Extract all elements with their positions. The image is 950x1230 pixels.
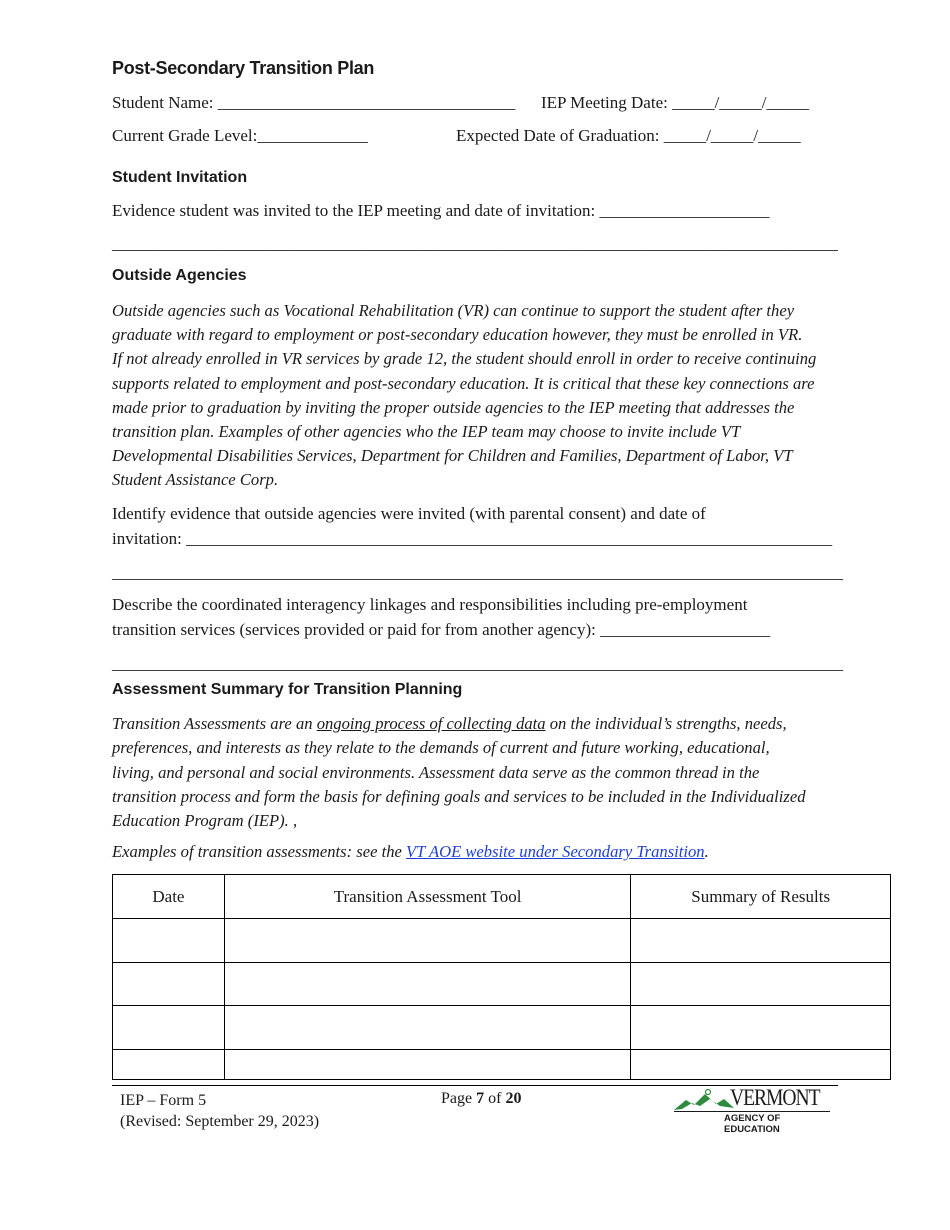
table-row: [113, 1006, 891, 1050]
summary-cell[interactable]: [631, 1050, 891, 1080]
footer-form-info: [120, 1090, 319, 1132]
agency-evidence-field[interactable]: [112, 502, 832, 551]
paragraph-line: preferences, and interests as they relate to the demands of current and future working, educational,: [112, 738, 770, 758]
interagency-linkages-field[interactable]: [112, 593, 770, 642]
summary-cell[interactable]: [631, 919, 891, 963]
agency-evidence-line[interactable]: invitation: ____________________________________________________________________________: [112, 528, 833, 548]
text-run: on the individual’s strengths, needs,: [545, 714, 787, 733]
agency-evidence-line: Identify evidence that outside agencies were invited (with parental consent) and date of: [112, 504, 706, 523]
column-header-assessment-tool: Transition Assessment Tool: [224, 875, 630, 919]
assessment-tool-cell[interactable]: [224, 919, 630, 963]
paragraph-line: graduate with regard to employment or post-secondary education however, they must be enrolled in VR.: [112, 325, 803, 345]
summary-cell[interactable]: [631, 1006, 891, 1050]
paragraph-line: transition plan. Examples of other agencies who the IEP team may choose to invite include VT: [112, 422, 741, 442]
column-header-date: Date: [113, 875, 225, 919]
assessment-tool-cell[interactable]: [224, 963, 630, 1006]
underlined-phrase: ongoing process of collecting data: [316, 714, 546, 733]
student-invitation-prompt[interactable]: Evidence student was invited to the IEP meeting and date of invitation: ____________________: [112, 201, 770, 220]
transition-assessment-table: [112, 874, 891, 1080]
linkages-line: Describe the coordinated interagency linkages and responsibilities including pre-employment: [112, 595, 748, 614]
student-name-field[interactable]: Student Name: ___________________________________: [112, 93, 516, 112]
date-cell[interactable]: [113, 919, 225, 963]
vt-aoe-website-link[interactable]: VT AOE website under Secondary Transition: [406, 842, 705, 861]
paragraph-line: If not already enrolled in VR services by grade 12, the student should enroll in order to receive continuing: [112, 349, 817, 369]
logo-agency-text: AGENCY OF EDUCATION: [724, 1113, 781, 1135]
table-header-row: [113, 875, 891, 919]
outside-agencies-paragraph: [112, 299, 816, 493]
summary-cell[interactable]: [631, 963, 891, 1006]
graduation-date-field[interactable]: Expected Date of Graduation: _____/_____/_____: [456, 126, 801, 145]
paragraph-line: [112, 712, 806, 736]
date-cell[interactable]: [113, 963, 225, 1006]
page-number: [441, 1090, 521, 1108]
revised-date: (Revised: September 29, 2023): [120, 1113, 320, 1130]
table-row: [113, 1050, 891, 1080]
text-run: Transition Assessments are an: [112, 714, 317, 733]
paragraph-line: supports related to employment and post-secondary education. It is critical that these key connections are: [112, 373, 815, 393]
assessment-summary-heading: Assessment Summary for Transition Planning: [112, 681, 463, 698]
examples-line: [112, 842, 709, 862]
linkages-line[interactable]: transition services (services provided or paid for from another agency): ____________________: [112, 619, 771, 639]
grade-level-field[interactable]: Current Grade Level:_____________: [112, 126, 368, 145]
paragraph-line: Student Assistance Corp.: [112, 470, 279, 490]
linkages-blank-line[interactable]: ______________________________________________________________________________________: [112, 654, 843, 673]
student-invitation-blank-line[interactable]: ______________________________________________________________________________________: [112, 234, 838, 253]
student-invitation-heading: Student Invitation: [112, 169, 248, 186]
paragraph-line: made prior to graduation by inviting the proper outside agencies to the IEP meeting that addresses the: [112, 397, 795, 417]
text-run: Examples of transition assessments: see the: [112, 842, 407, 861]
paragraph-line: Developmental Disabilities Services, Department for Children and Families, Department of Labor, VT: [112, 446, 793, 466]
paragraph-line: transition process and form the basis for defining goals and services to be included in the Individualized: [112, 786, 806, 806]
assessment-paragraph: [112, 712, 806, 833]
assessment-tool-cell[interactable]: [224, 1050, 630, 1080]
current-page: 7: [476, 1090, 485, 1107]
logo-vermont-text: VERMONT: [730, 1085, 820, 1110]
text-run: .: [704, 842, 709, 861]
page-word: Page: [441, 1090, 477, 1107]
table-row: [113, 919, 891, 963]
page-title: Post-Secondary Transition Plan: [112, 58, 375, 78]
total-pages: 20: [505, 1090, 522, 1107]
paragraph-line: Outside agencies such as Vocational Rehabilitation (VR) can continue to support the student after they: [112, 301, 795, 320]
paragraph-line: Education Program (IEP). ,: [112, 811, 298, 831]
table-row: [113, 963, 891, 1006]
date-cell[interactable]: [113, 1050, 225, 1080]
logo-underline: [674, 1111, 830, 1112]
agency-evidence-blank-line[interactable]: ______________________________________________________________________________________: [112, 563, 843, 582]
assessment-tool-cell[interactable]: [224, 1006, 630, 1050]
page-of: of: [484, 1090, 506, 1107]
date-cell[interactable]: [113, 1006, 225, 1050]
outside-agencies-heading: Outside Agencies: [112, 267, 247, 284]
vermont-aoe-logo: [672, 1085, 832, 1135]
column-header-summary-of-results: Summary of Results: [631, 875, 891, 919]
paragraph-line: living, and personal and social environments. Assessment data serve as the common thread in the: [112, 762, 760, 782]
iep-meeting-date-field[interactable]: IEP Meeting Date: _____/_____/_____: [541, 93, 810, 112]
form-label: IEP – Form 5: [120, 1092, 207, 1109]
